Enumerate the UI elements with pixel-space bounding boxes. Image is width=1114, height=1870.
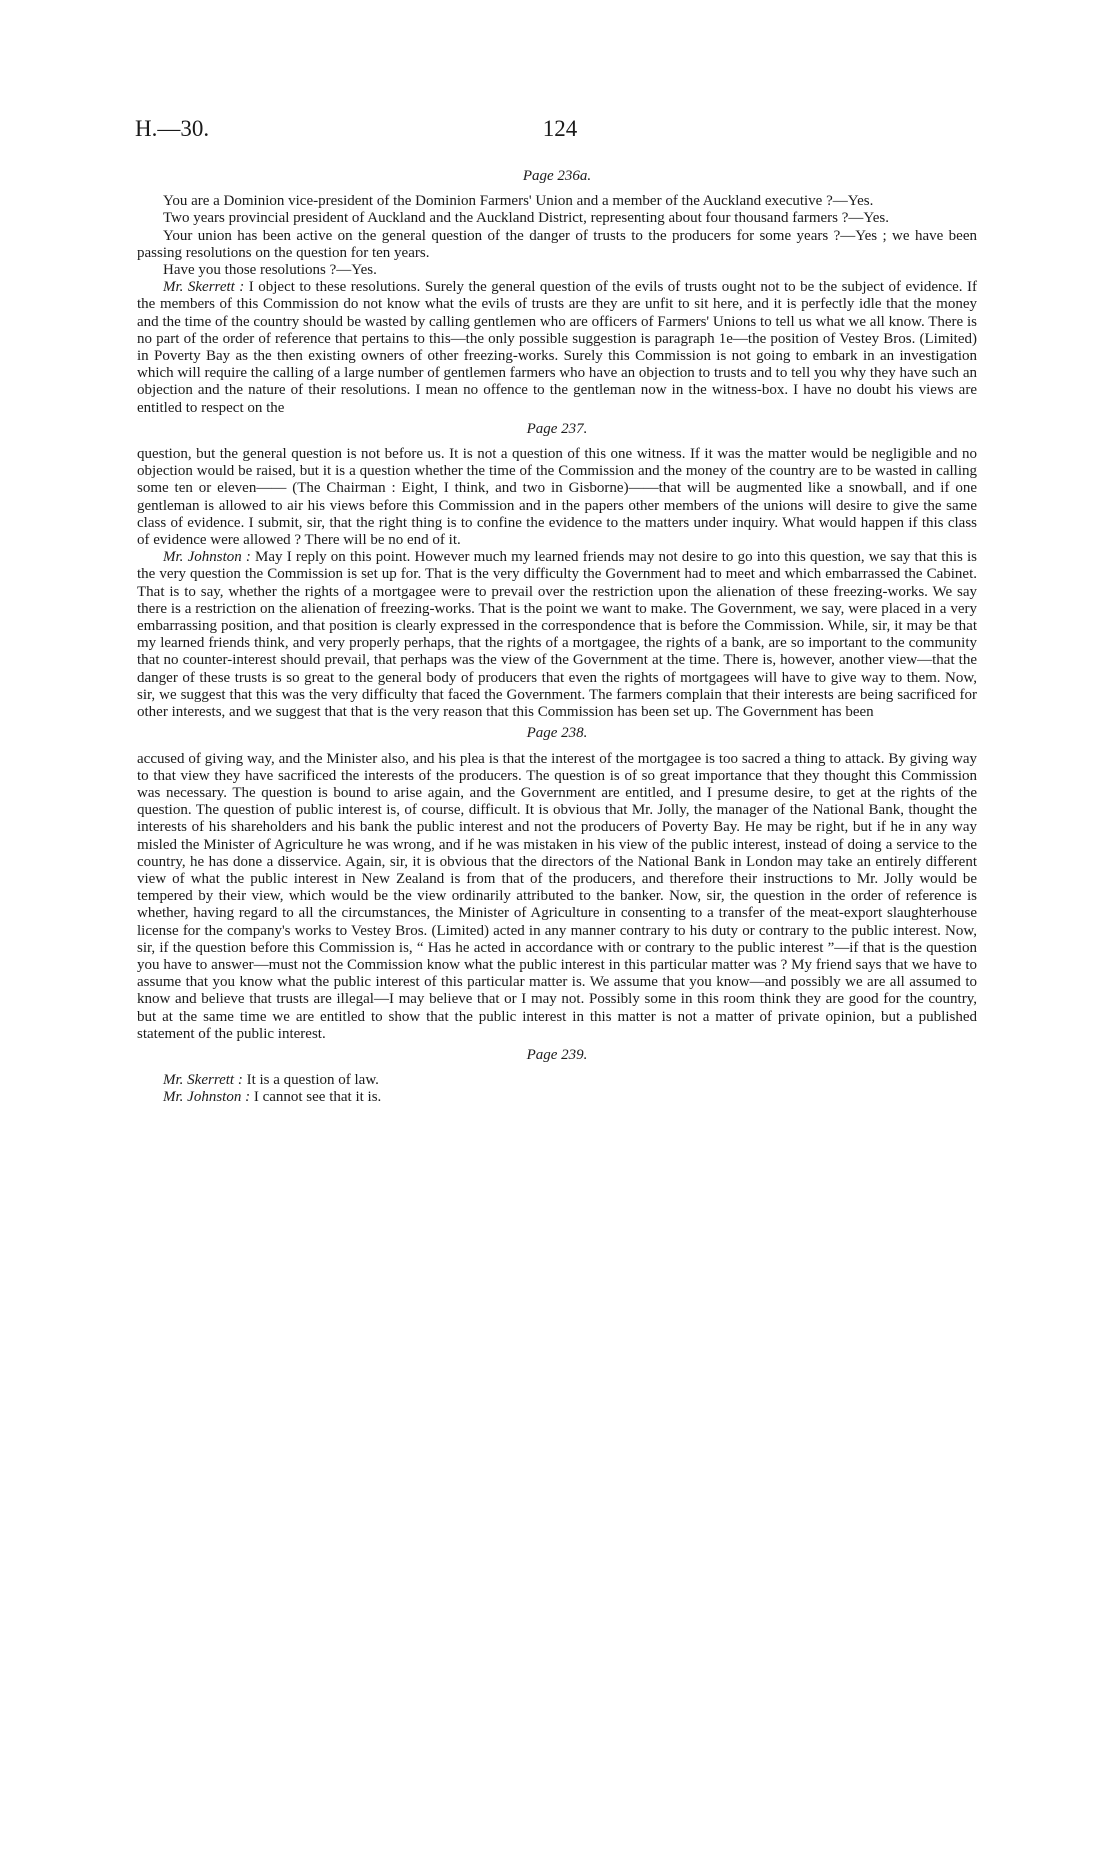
page-marker: Page 239. — [526, 1046, 588, 1063]
speech-line — [163, 1072, 977, 1089]
paragraph: Your union has been active on the general question of the danger of trusts to the producers for some years ?—Yes ; we have been passing resolutions on the question for ten years. — [137, 227, 977, 261]
speech-paragraph — [137, 549, 977, 721]
document-id: H.—30. — [135, 116, 210, 141]
paragraph: Two years provincial president of Auckland and the Auckland District, representing about four thousand farmers ?—Yes. — [163, 210, 889, 227]
speaker-name: Mr. Johnston : — [163, 549, 251, 566]
speech-text: I cannot see that it is. — [253, 1089, 382, 1106]
paragraph: You are a Dominion vice-president of the Dominion Farmers' Union and a member of the Auckland executive ?—Yes. — [163, 193, 874, 210]
speaker-name: Mr. Johnston : — [163, 1089, 251, 1106]
speech-text: May I reply on this point. However much my learned friends may not desire to go into this question, we say that this is the very question the Commission is set up for. That is the very difficulty the Government had to meet and which embarrassed the Cabinet. That is to say, whether the rights of a mortgagee were to prevail over the restriction upon the alienation of these freezing-works. We say there is a restriction on the alienation of freezing-works. That is the point we want to make. The Government, we say, were placed in a very embarrassing position, and that position is clearly expressed in the correspondence that is before the Commission. While, sir, it may be that my learned friends think, and very properly perhaps, that the rights of a mortgagee, the rights of a bank, are so important to the community that no counter-interest should prevail, that perhaps was the view of the Government at the time. There is, however, another view—that the danger of these trusts is so great to the general body of producers that even the rights of mortgagees will have to give way to them. Now, sir, we suggest that this was the very difficulty that faced the Government. The farmers complain that their interests are being sacrificed for other interests, and we suggest that that is the very reason that this Commission has been set up. The Government has been — [137, 549, 978, 721]
speech-paragraph — [137, 279, 977, 417]
speech-text: It is a question of law. — [246, 1072, 379, 1089]
body-text — [137, 168, 977, 1107]
page-marker: Page 236a. — [522, 168, 592, 184]
continuation-paragraph: accused of giving way, and the Minister also, and his plea is that the interest of the mortgagee is too sacred a thing to attack. By giving way to that view they have sacrificed the interests of the producers. The question is of so great importance that they thought this Commission was necessary. The question is bound to arise again, and the Government are entitled, and I presume desire, to get at the rights of the question. The question of public interest is, of course, difficult. It is obvious that Mr. Jolly, the manager of the National Bank, thought the interests of his shareholders and his bank the public interest and not the producers of Poverty Bay. He may be right, but if he in any way misled the Minister of Agriculture he was wrong, and if he was mistaken in his view of the public interest, instead of doing a service to the country, he has done a disservice. Again, sir, it is obvious that the directors of the National Bank in London may take an entirely different view of what the public interest in New Zealand is from that of the producers, and therefore their instructions to Mr. Jolly would be tempered by their view, which would be the view ordinarily attributed to the banker. Now, sir, the question in the order of reference is whether, having regard to all the circumstances, the Minister of Agriculture in consenting to a transfer of the meat-export slaughterhouse license for the company's works to Vestey Bros. (Limited) acted in any manner contrary to his duty or contrary to the public interest. Now, sir, if the question before this Commission is, “ Has he acted in accordance with or contrary to the public interest ”—if that is the question you have to answer—must not the Commission know what the public interest in this particular matter was ? My friend says that we have to assume that you know what the public interest of this particular matter is. We assume that you know—and possibly we are all assumed to know and believe that trusts are illegal—I may believe that or I may not. Possibly some in this room think they are good for the country, but at the same time we are entitled to show that the public interest in this matter is not a matter of private opinion, but a published statement of the public interest. — [137, 750, 977, 1042]
speaker-name: Mr. Skerrett : — [163, 1072, 243, 1089]
speech-text: I object to these resolutions. Surely the general question of the evils of trusts ought not to be the subject of evidence. If the members of this Commission do not know what the evils of trusts are they are unfit to sit here, and it is perfectly idle that the money and the time of the country should be wasted by calling gentlemen who are officers of Farmers' Unions to tell us what we all know. There is no part of the order of reference that pertains to this—the only possible suggestion is paragraph 1e—the position of Vestey Bros. (Limited) in Poverty Bay as the then existing owners of other freezing-works. Surely this Commission is not going to embark in an investigation which will require the calling of a large number of gentlemen farmers who have an objection to trusts and to tell you why they have such an objection and the nature of their resolutions. I mean no offence to the gentleman now in the witness-box. I have no doubt his views are entitled to respect on the — [137, 279, 978, 416]
page-marker: Page 237. — [526, 420, 588, 437]
speaker-name: Mr. Skerrett : — [163, 279, 245, 296]
page-marker: Page 238. — [526, 725, 588, 742]
paragraph: Have you those resolutions ?—Yes. — [163, 262, 377, 279]
running-head — [135, 116, 985, 150]
continuation-paragraph: question, but the general question is not before us. It is not a question of this one witness. If it was the matter would be negligible and no objection would be raised, but it is a question whether the time of the Commission and the money of the country are to be wasted in calling some ten or eleven—— (The Chairman : Eight, I think, and two in Gisborne)——that will be augmented like a snowball, and if one gentleman is allowed to air his views before this Commission and in the papers other members of the unions will desire to give the same class of evidence. I submit, sir, that the right thing is to confine the evidence to the matters under inquiry. What would happen if this class of evidence were allowed ? There will be no end of it. — [137, 446, 977, 549]
page-number: 124 — [542, 116, 578, 141]
speech-line — [163, 1089, 977, 1106]
exchange — [137, 1072, 977, 1106]
